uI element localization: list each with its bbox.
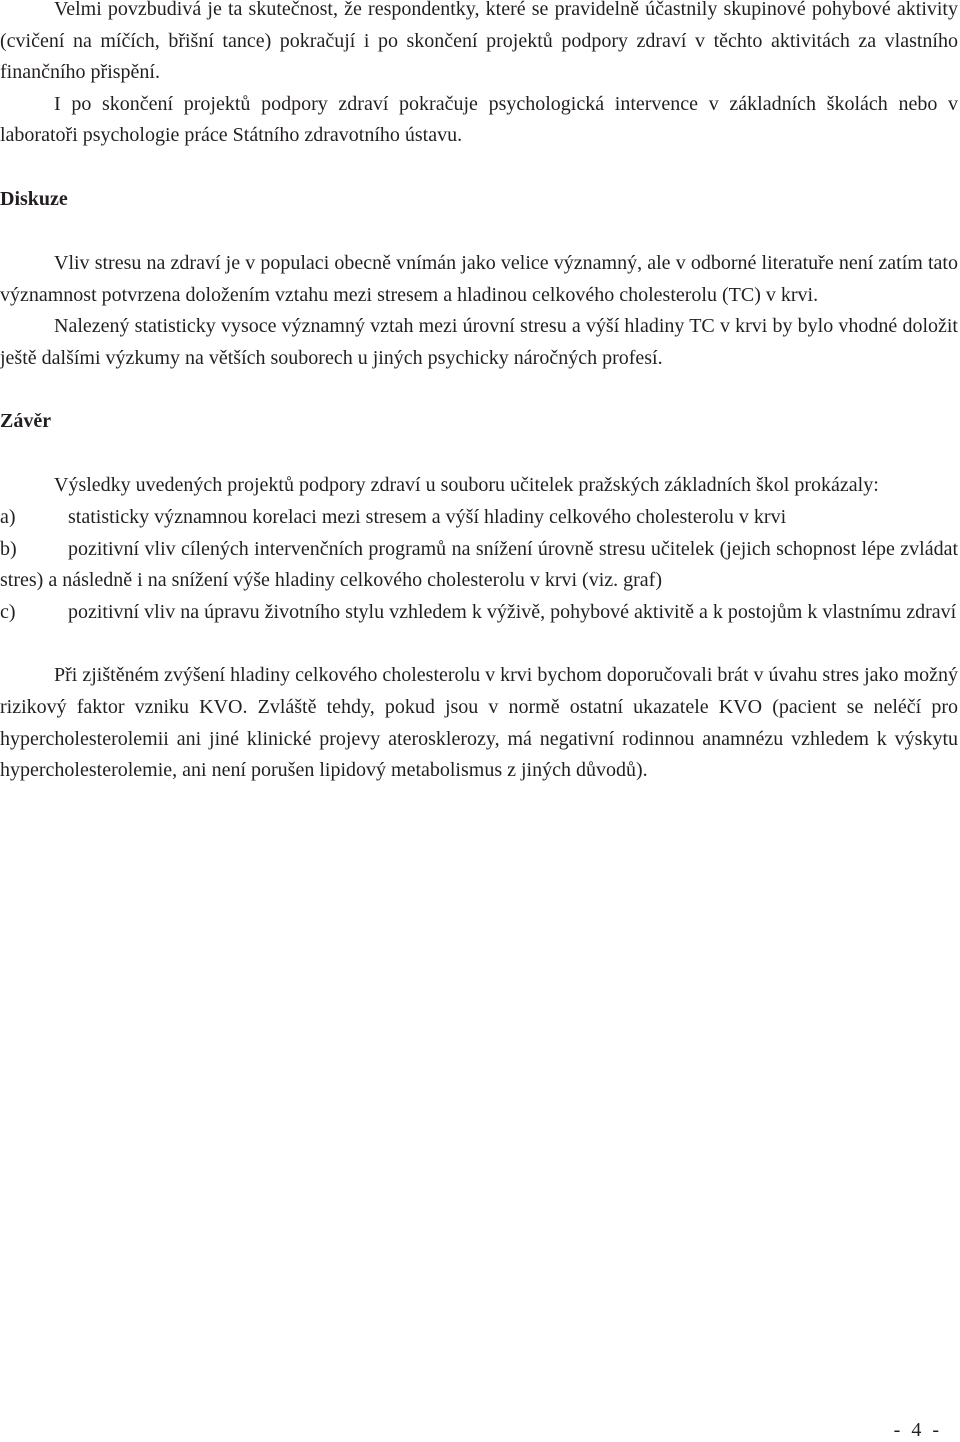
list-item-text: statisticky významnou korelaci mezi stresem a výší hladiny celkového cholesterolu v krvi [68, 505, 787, 528]
intro-paragraph-2: I po skončení projektů podpory zdraví pokračuje psychologická intervence v základních školách nebo v laboratoři psychologie práce Státního zdravotního ústavu. [0, 92, 958, 147]
conclusion-list-item [0, 597, 958, 629]
spacer [0, 438, 958, 470]
conclusion-heading: Závěr [0, 410, 52, 433]
spacer [0, 152, 958, 184]
conclusion-list-item [0, 534, 958, 597]
spacer [0, 374, 958, 406]
conclusion-intro: Výsledky uvedených projektů podpory zdraví u souboru učitelek pražských základních škol prokázaly: [54, 474, 879, 497]
list-item-text: pozitivní vliv cílených intervenčních programů na snížení úrovně stresu učitelek (jejich schopnost lépe zvládat stres) a následně i na snížení výše hladiny celkového cholesterolu v krvi (viz. graf) [0, 537, 958, 592]
spacer [0, 216, 958, 248]
intro-paragraph-1: Velmi povzbudivá je ta skutečnost, že respondentky, které se pravidelně účastnily skupinové pohybové aktivity (cvičení na míčích, břišní tance) pokračují i po skončení projektů podpory zdraví v těchto aktivitách za vlastního finančního přispění. [0, 0, 958, 84]
list-marker: b) [0, 537, 17, 560]
list-marker: a) [0, 505, 16, 528]
discussion-paragraph-1: Vliv stresu na zdraví je v populaci obecně vnímán jako velice významný, ale v odborné literatuře není zatím tato významnost potvrzena doložením vztahu mezi stresem a hladinou celkového cholesterolu (TC) v krvi. [0, 251, 958, 306]
discussion-paragraph-2: Nalezený statisticky vysoce významný vztah mezi úrovní stresu a výší hladiny TC v krvi by bylo vhodné doložit ještě dalšími výzkumy na větších souborech u jiných psychicky náročných profesí. [0, 315, 958, 369]
page-number: - 4 - [893, 1419, 942, 1441]
list-marker: c) [0, 600, 16, 623]
conclusion-list-item [0, 502, 958, 534]
discussion-heading: Diskuze [0, 187, 68, 210]
conclusion-closing-paragraph: Při zjištěném zvýšení hladiny celkového cholesterolu v krvi bychom doporučovali brát v úvahu stres jako možný rizikový faktor vzniku KVO. Zvláště tehdy, pokud jsou v normě ostatní ukazatele KVO (pacient se neléčí pro hypercholesterolemii ani jiné klinické projevy aterosklerozy, má negativní rodinnou anamnézu vzhledem k výskytu hypercholesterolemie, ani není porušen lipidový metabolismus z jiných důvodů). [0, 664, 958, 782]
spacer [0, 628, 958, 660]
list-item-text: pozitivní vliv na úpravu životního stylu vzhledem k výživě, pohybové aktivitě a k postojům k vlastnímu zdraví [68, 600, 957, 623]
